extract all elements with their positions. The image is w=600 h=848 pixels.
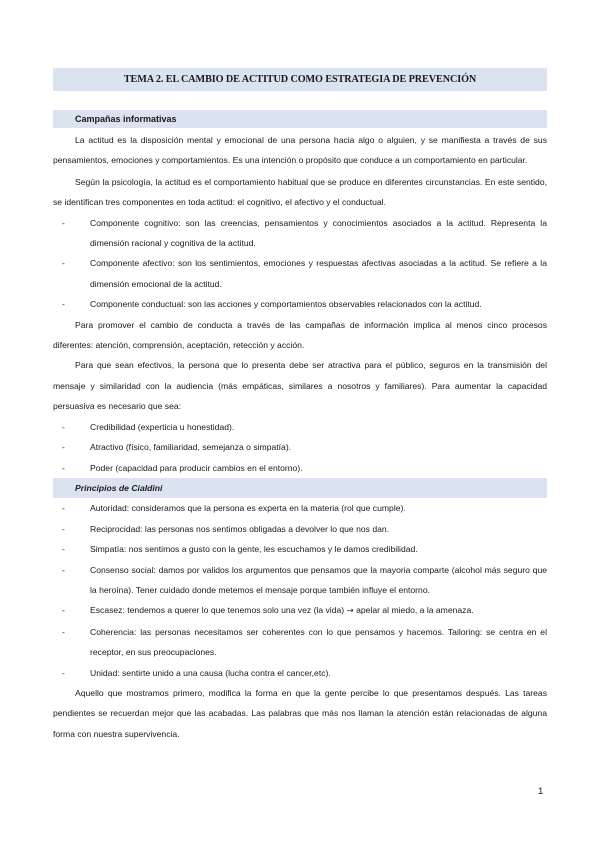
list-item-text: Componente afectivo: son los sentimientos, emociones y respuestas afectivas asociadas a la actitud. Se refiere a la dimensión emocional de la actitud. bbox=[90, 258, 547, 289]
list-item-text: Poder (capacidad para producir cambios en el entorno). bbox=[90, 462, 303, 473]
list-dash: - bbox=[62, 421, 65, 432]
list-item-text bbox=[90, 605, 474, 615]
list-dash: - bbox=[62, 667, 65, 678]
list-dash: - bbox=[62, 299, 65, 310]
list-dash: - bbox=[62, 462, 65, 473]
list-item-text: Componente cognitivo: son las creencias, pensamientos y conocimientos asociados a la actitud. Representa la dimensión racional y cognitiva de la actitud. bbox=[90, 217, 547, 249]
list-item-text: Simpatía: nos sentimos a gusto con la gente, les escuchamos y le damos credibilidad. bbox=[90, 544, 418, 555]
scarcity-text-start: Escasez: tendemos a querer lo que tenemos solo una vez (la vida) bbox=[90, 605, 347, 616]
list-item-cognitive bbox=[53, 213, 547, 254]
list-dash: - bbox=[62, 626, 65, 637]
list-item-behavioral bbox=[53, 294, 547, 314]
list-item-social-consensus bbox=[53, 560, 547, 601]
list-dash: - bbox=[62, 544, 65, 555]
list-dash: - bbox=[62, 442, 65, 453]
list-item-unity bbox=[53, 663, 547, 683]
right-arrow-icon: → bbox=[346, 606, 354, 617]
section-heading: Campañas informativas bbox=[75, 114, 177, 124]
paragraph-effective-source: Para que sean efectivos, la persona que lo presenta debe ser atractiva para el público, seguros en la transmisión del mensaje y similaridad con la audiencia (más empáticas, similares a nosotros y familiares). Para aumentar la capacidad persuasiva es necesario que sea: bbox=[53, 360, 547, 412]
list-dash: - bbox=[62, 564, 65, 575]
paragraph-priming: Aquello que mostramos primero, modifica la forma en que la gente percibe lo que presentamos después. Las tareas pendientes se recuerdan mejor que las acabadas. Las palabras que más nos llaman la atención están relacionadas de alguna forma con nuestra supervivencia. bbox=[53, 687, 547, 739]
list-item-attractiveness bbox=[53, 437, 547, 457]
page-number: 1 bbox=[538, 786, 544, 797]
document-title: TEMA 2. EL CAMBIO DE ACTITUD COMO ESTRATEGIA DE PREVENCIÓN bbox=[53, 68, 547, 91]
list-item-power bbox=[53, 458, 547, 478]
list-item-text: Unidad: sentirte unido a una causa (lucha contra el cancer,etc). bbox=[90, 667, 331, 678]
list-item-affective bbox=[53, 253, 547, 294]
list-dash: - bbox=[62, 503, 65, 514]
list-dash: - bbox=[62, 523, 65, 534]
list-item-text: Reciprocidad: las personas nos sentimos obligadas a devolver lo que nos dan. bbox=[90, 523, 390, 534]
list-item-text: Coherencia: las personas necesitamos ser coherentes con lo que pensamos y hacemos. Tailoring: se centra en el receptor, en sus preocupaciones. bbox=[90, 626, 547, 658]
paragraph-psychology: Según la psicología, la actitud es el comportamiento habitual que se produce en diferentes circunstancias. En este sentido, se identifican tres componentes en toda actitud: el cognitivo, el afectivo y el conductual. bbox=[53, 176, 547, 208]
list-item-text: Autoridad: consideramos que la persona es experta en la materia (rol que cumple). bbox=[90, 503, 406, 514]
list-item-text: Componente conductual: son las acciones y comportamientos observables relacionados con la actitud. bbox=[90, 299, 482, 310]
list-item-scarcity bbox=[53, 600, 547, 621]
cialdini-heading: Principios de Cialdini bbox=[53, 478, 547, 498]
list-item-text: Credibilidad (experticia u honestidad). bbox=[90, 421, 235, 432]
list-item-authority bbox=[53, 498, 547, 518]
scarcity-text-end: apelar al miedo, a la amenaza. bbox=[353, 605, 474, 616]
list-item-coherence bbox=[53, 622, 547, 663]
list-item-liking bbox=[53, 539, 547, 559]
list-item-reciprocity bbox=[53, 519, 547, 539]
section-heading-band bbox=[53, 110, 547, 128]
list-dash: - bbox=[62, 605, 65, 616]
paragraph-campaign-processes: Para promover el cambio de conducta a través de las campañas de información implica al menos cinco procesos diferentes: atención, comprensión, aceptación, retección y acción. bbox=[53, 319, 547, 351]
document-body bbox=[53, 130, 547, 744]
list-dash: - bbox=[62, 258, 65, 269]
list-item-text: Consenso social: damos por validos los argumentos que pensamos que la mayoria comparte (alcohol más seguro que la heroína). Tener cuidado donde metemos el mensaje porque también influye el entorno. bbox=[90, 564, 547, 595]
paragraph-attitude-definition: La actitud es la disposición mental y emocional de una persona hacia algo o alguien, y se manifiesta a través de sus pensamientos, emociones y comportamientos. Es una intención o propósito que conduce a un comportamiento en particular. bbox=[53, 135, 547, 166]
list-dash: - bbox=[62, 217, 65, 228]
list-item-text: Atractivo (físico, familiaridad, semejanza o simpatía). bbox=[90, 442, 292, 453]
list-item-credibility bbox=[53, 417, 547, 437]
